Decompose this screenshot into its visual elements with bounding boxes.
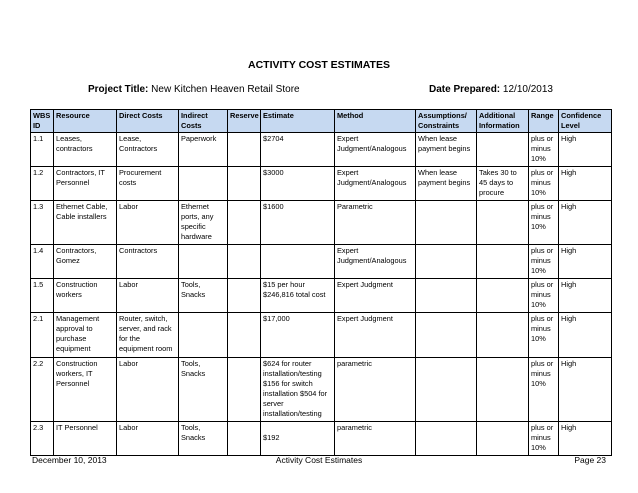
cell-range: plus or minus 10% — [529, 358, 559, 422]
header-indirect-costs: Indirect Costs — [179, 110, 228, 133]
cell-confidence-level: High — [559, 358, 612, 422]
cell-additional-info — [477, 133, 529, 167]
footer-doc-name: Activity Cost Estimates — [275, 455, 363, 465]
cell-method: Parametric — [335, 201, 416, 245]
cell-confidence-level: High — [559, 422, 612, 456]
cell-reserve — [228, 245, 261, 279]
header-estimate: Estimate — [261, 110, 335, 133]
table-header-row — [31, 110, 612, 133]
cell-additional-info — [477, 279, 529, 313]
cell-resource: Ethernet Cable, Cable installers — [54, 201, 117, 245]
cell-wbs-id: 1.1 — [31, 133, 54, 167]
cell-wbs-id: 2.1 — [31, 313, 54, 358]
cell-direct-costs: Labor — [117, 279, 179, 313]
cell-indirect-costs: Ethernet ports, any specific hardware — [179, 201, 228, 245]
cell-confidence-level: High — [559, 279, 612, 313]
cell-reserve — [228, 201, 261, 245]
cell-wbs-id: 1.3 — [31, 201, 54, 245]
cell-additional-info — [477, 358, 529, 422]
cell-reserve — [228, 167, 261, 201]
date-prepared-label: Date Prepared: — [429, 84, 501, 95]
cell-range: plus or minus 10% — [529, 201, 559, 245]
cell-additional-info — [477, 245, 529, 279]
cell-direct-costs: Labor — [117, 201, 179, 245]
header-resource: Resource — [54, 110, 117, 133]
cell-direct-costs: Labor — [117, 358, 179, 422]
cell-estimate-text: $192 — [263, 433, 280, 442]
cell-reserve — [228, 422, 261, 456]
cell-estimate: $624 for router installation/testing $156 for switch installation $504 for server installation/testing — [261, 358, 335, 422]
footer-page-number: Page 23 — [574, 455, 606, 465]
cell-direct-costs: Labor — [117, 422, 179, 456]
cell-wbs-id: 2.2 — [31, 358, 54, 422]
cell-direct-costs: Lease, Contractors — [117, 133, 179, 167]
header-additional-info: Additional Information — [477, 110, 529, 133]
cell-additional-info — [477, 422, 529, 456]
header-direct-costs: Direct Costs — [117, 110, 179, 133]
table-row — [31, 313, 612, 358]
cell-indirect-costs: Tools, Snacks — [179, 422, 228, 456]
cell-estimate: $2704 — [261, 133, 335, 167]
cell-method: Expert Judgment — [335, 279, 416, 313]
cell-resource: Contractors, Gomez — [54, 245, 117, 279]
cell-resource: Construction workers — [54, 279, 117, 313]
cell-assumptions — [416, 313, 477, 358]
cell-indirect-costs — [179, 167, 228, 201]
cell-method: Expert Judgment/Analogous — [335, 167, 416, 201]
cell-resource: Contractors, IT Personnel — [54, 167, 117, 201]
cell-method: parametric — [335, 422, 416, 456]
cell-direct-costs: Procurement costs — [117, 167, 179, 201]
cell-assumptions — [416, 245, 477, 279]
cell-range: plus or minus 10% — [529, 167, 559, 201]
cell-assumptions — [416, 422, 477, 456]
cell-assumptions: When lease payment begins — [416, 133, 477, 167]
cell-direct-costs: Contractors — [117, 245, 179, 279]
cell-confidence-level: High — [559, 167, 612, 201]
table-row — [31, 201, 612, 245]
cell-estimate — [261, 422, 335, 456]
cell-method: Expert Judgment/Analogous — [335, 133, 416, 167]
cell-confidence-level: High — [559, 313, 612, 358]
cell-assumptions — [416, 279, 477, 313]
header-range: Range — [529, 110, 559, 133]
cell-resource: Construction workers, IT Personnel — [54, 358, 117, 422]
cell-assumptions: When lease payment begins — [416, 167, 477, 201]
cell-indirect-costs — [179, 313, 228, 358]
cell-additional-info — [477, 313, 529, 358]
header-reserve: Reserve — [228, 110, 261, 133]
cell-additional-info — [477, 201, 529, 245]
cell-resource: Leases, contractors — [54, 133, 117, 167]
table-row — [31, 279, 612, 313]
cell-estimate: $17,000 — [261, 313, 335, 358]
cell-wbs-id: 1.5 — [31, 279, 54, 313]
header-wbs-id: WBS ID — [31, 110, 54, 133]
cell-reserve — [228, 133, 261, 167]
cell-range: plus or minus 10% — [529, 279, 559, 313]
cell-confidence-level: High — [559, 201, 612, 245]
project-title — [88, 84, 300, 95]
cell-resource: Management approval to purchase equipment — [54, 313, 117, 358]
table-row — [31, 245, 612, 279]
cell-wbs-id: 1.2 — [31, 167, 54, 201]
cell-indirect-costs: Tools, Snacks — [179, 279, 228, 313]
cell-confidence-level: High — [559, 133, 612, 167]
cell-wbs-id: 2.3 — [31, 422, 54, 456]
cell-estimate: $1600 — [261, 201, 335, 245]
project-title-value: New Kitchen Heaven Retail Store — [151, 84, 300, 95]
cell-method: parametric — [335, 358, 416, 422]
cell-additional-info: Takes 30 to 45 days to procure — [477, 167, 529, 201]
cell-resource: IT Personnel — [54, 422, 117, 456]
cell-indirect-costs: Paperwork — [179, 133, 228, 167]
cell-assumptions — [416, 201, 477, 245]
cell-range: plus or minus 10% — [529, 422, 559, 456]
cell-reserve — [228, 313, 261, 358]
cell-reserve — [228, 358, 261, 422]
cell-direct-costs: Router, switch, server, and rack for the equipment room — [117, 313, 179, 358]
header-confidence-level: Confidence Level — [559, 110, 612, 133]
cell-range: plus or minus 10% — [529, 313, 559, 358]
cell-estimate — [261, 245, 335, 279]
date-prepared-value: 12/10/2013 — [502, 84, 553, 95]
footer-date: December 10, 2013 — [32, 455, 107, 465]
project-title-label: Project Title: — [88, 84, 149, 95]
table-row — [31, 358, 612, 422]
cell-method: Expert Judgment/Analogous — [335, 245, 416, 279]
table-row — [31, 133, 612, 167]
header-method: Method — [335, 110, 416, 133]
cell-indirect-costs — [179, 245, 228, 279]
cost-estimates-table — [30, 109, 612, 456]
cell-indirect-costs: Tools, Snacks — [179, 358, 228, 422]
cell-range: plus or minus 10% — [529, 133, 559, 167]
date-prepared — [429, 84, 553, 95]
cell-estimate: $15 per hour $246,816 total cost — [261, 279, 335, 313]
cell-confidence-level: High — [559, 245, 612, 279]
cell-reserve — [228, 279, 261, 313]
table-row — [31, 422, 612, 456]
cell-assumptions — [416, 358, 477, 422]
cell-wbs-id: 1.4 — [31, 245, 54, 279]
document-title: ACTIVITY COST ESTIMATES — [248, 59, 390, 71]
cell-method: Expert Judgment — [335, 313, 416, 358]
cell-range: plus or minus 10% — [529, 245, 559, 279]
table-row — [31, 167, 612, 201]
cell-estimate: $3000 — [261, 167, 335, 201]
header-assumptions: Assumptions/ Constraints — [416, 110, 477, 133]
